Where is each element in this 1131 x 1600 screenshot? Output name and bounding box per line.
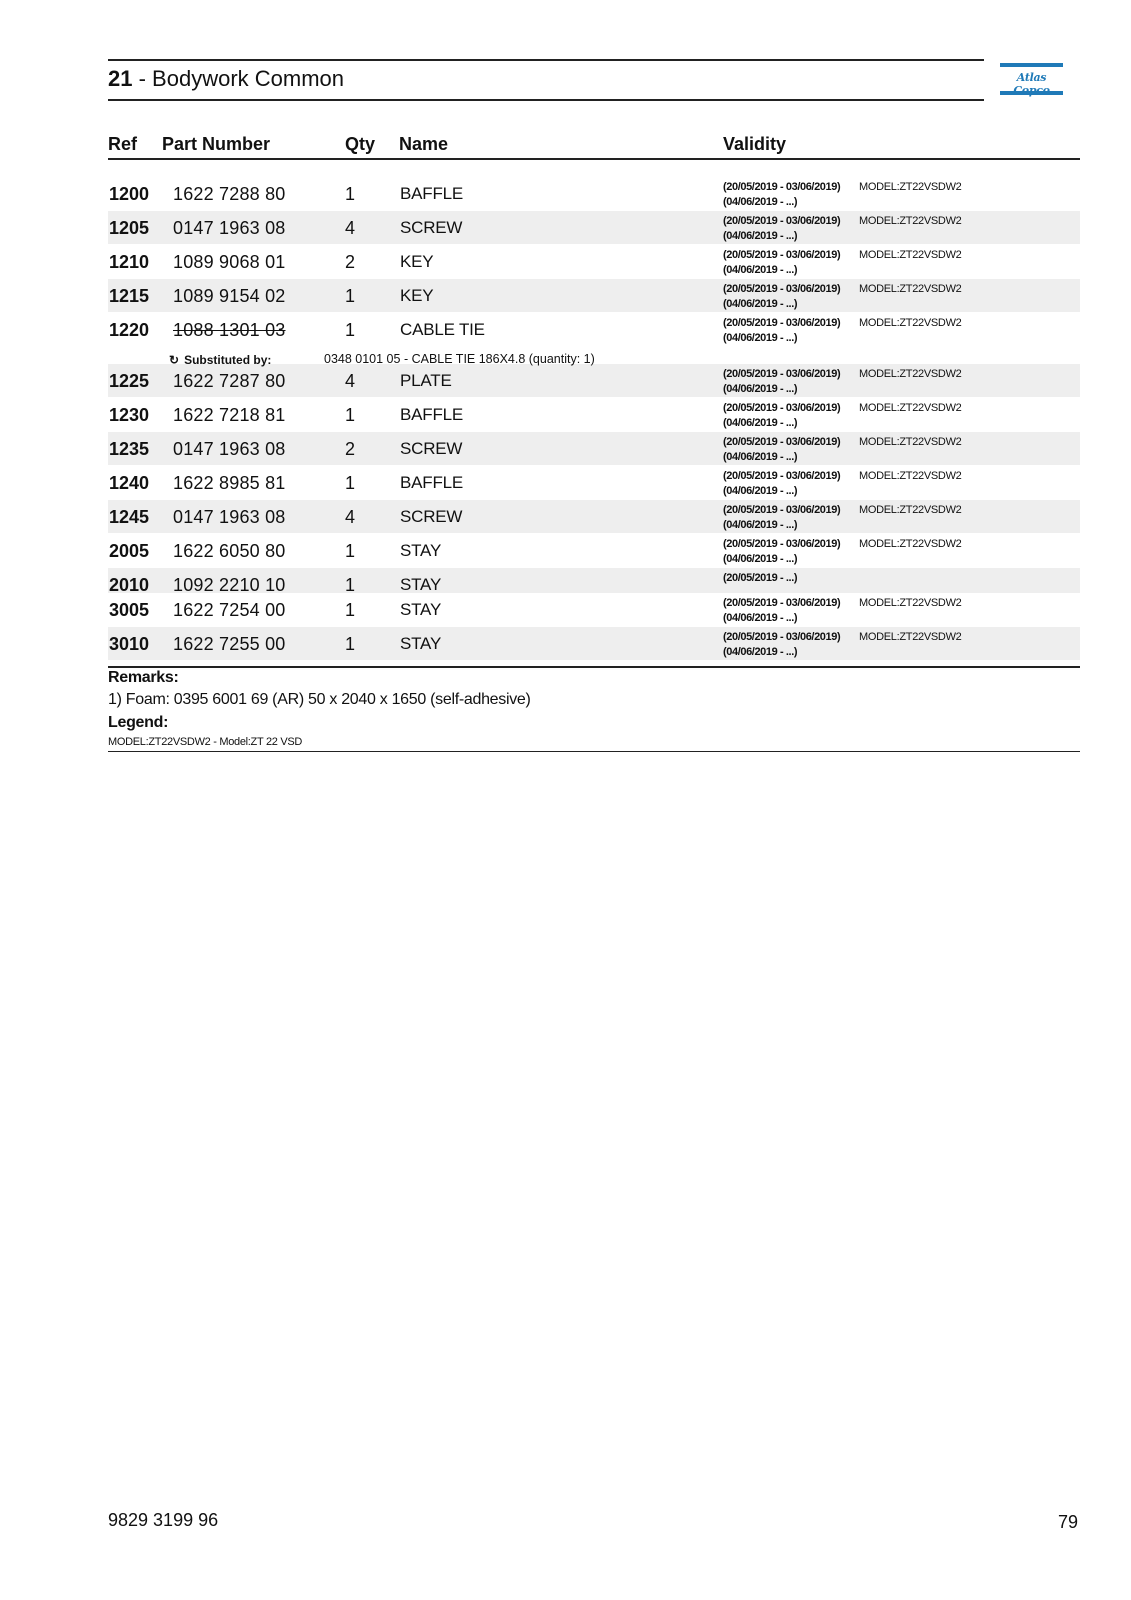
refresh-icon: ↻	[169, 353, 180, 367]
table-row	[108, 398, 1080, 431]
row-qty: 1	[345, 184, 356, 204]
row-validity-model: MODEL:ZT22VSDW2	[859, 597, 962, 609]
remarks-heading: Remarks:	[108, 669, 179, 686]
column-header-part-number: Part Number	[162, 134, 271, 154]
row-qty: 1	[345, 600, 356, 620]
row-qty: 4	[345, 507, 356, 527]
row-validity-range: (20/05/2019 - 03/06/2019)	[723, 402, 841, 414]
page-title	[108, 64, 344, 94]
table-row	[108, 432, 1080, 465]
row-part-number: 1092 2210 10	[173, 575, 286, 595]
legend-rule	[108, 751, 1080, 752]
table-row	[108, 466, 1080, 499]
row-validity-range: (20/05/2019 - ...)	[723, 572, 798, 584]
table-bottom-rule	[108, 666, 1080, 668]
row-validity-from: (04/06/2019 - ...)	[723, 230, 798, 242]
row-validity-from: (04/06/2019 - ...)	[723, 383, 798, 395]
row-name: STAY	[400, 634, 442, 653]
row-ref: 2010	[109, 575, 150, 595]
row-validity-model: MODEL:ZT22VSDW2	[859, 181, 962, 193]
logo-bar-top	[1000, 63, 1063, 67]
row-ref: 1225	[109, 371, 150, 391]
row-part-number: 1622 6050 80	[173, 541, 286, 561]
row-name: BAFFLE	[400, 184, 464, 203]
row-validity-model: MODEL:ZT22VSDW2	[859, 402, 962, 414]
row-ref: 1235	[109, 439, 150, 459]
row-qty: 4	[345, 218, 356, 238]
row-validity-model: MODEL:ZT22VSDW2	[859, 470, 962, 482]
row-validity-from: (04/06/2019 - ...)	[723, 417, 798, 429]
row-validity-model: MODEL:ZT22VSDW2	[859, 249, 962, 261]
row-qty: 4	[345, 371, 356, 391]
row-ref: 3005	[109, 600, 150, 620]
substitution-value: 0348 0101 05 - CABLE TIE 186X4.8 (quantity: 1)	[324, 352, 595, 366]
row-qty: 1	[345, 286, 356, 306]
row-validity-model: MODEL:ZT22VSDW2	[859, 631, 962, 643]
row-part-number: 1622 7218 81	[173, 405, 286, 425]
remarks-text: 1) Foam: 0395 6001 69 (AR) 50 x 2040 x 1650 (self-adhesive)	[108, 691, 531, 708]
atlas-copco-logo	[1000, 63, 1063, 95]
row-part-number: 1622 7255 00	[173, 634, 286, 654]
table-row	[108, 568, 1080, 593]
row-validity-from: (04/06/2019 - ...)	[723, 196, 798, 208]
row-part-number: 1088 1301 03	[173, 320, 286, 340]
section-separator: -	[132, 66, 153, 91]
header-rule-bottom	[108, 99, 984, 101]
logo-bar-bottom	[1000, 91, 1063, 95]
row-validity-from: (04/06/2019 - ...)	[723, 519, 798, 531]
row-qty: 1	[345, 575, 356, 595]
row-ref: 1210	[109, 252, 150, 272]
row-validity-from: (04/06/2019 - ...)	[723, 646, 798, 658]
row-name: BAFFLE	[400, 473, 464, 492]
row-name: KEY	[400, 286, 434, 305]
row-part-number: 1089 9068 01	[173, 252, 286, 272]
row-ref: 3010	[109, 634, 150, 654]
row-part-number: 0147 1963 08	[173, 507, 286, 527]
logo-text: Atlas	[1016, 71, 1047, 84]
table-row	[108, 211, 1080, 244]
row-validity-range: (20/05/2019 - 03/06/2019)	[723, 249, 841, 261]
row-validity-range: (20/05/2019 - 03/06/2019)	[723, 181, 841, 193]
row-part-number: 1089 9154 02	[173, 286, 286, 306]
substitution-row	[108, 351, 1080, 369]
row-ref: 1205	[109, 218, 150, 238]
row-qty: 2	[345, 439, 356, 459]
row-validity-range: (20/05/2019 - 03/06/2019)	[723, 368, 841, 380]
row-part-number: 1622 7287 80	[173, 371, 286, 391]
row-ref: 1200	[109, 184, 150, 204]
row-part-number: 1622 7254 00	[173, 600, 286, 620]
column-header-ref: Ref	[108, 134, 138, 154]
row-qty: 2	[345, 252, 356, 272]
row-name: STAY	[400, 575, 442, 594]
row-name: SCREW	[400, 218, 463, 237]
row-validity-from: (04/06/2019 - ...)	[723, 612, 798, 624]
row-validity-model: MODEL:ZT22VSDW2	[859, 283, 962, 295]
table-row	[108, 627, 1080, 660]
substituted-by-text: Substituted by:	[184, 353, 272, 367]
row-ref: 2005	[109, 541, 150, 561]
row-name: STAY	[400, 600, 442, 619]
page-number: 79	[1058, 1512, 1079, 1532]
row-validity-model: MODEL:ZT22VSDW2	[859, 215, 962, 227]
row-validity-model: MODEL:ZT22VSDW2	[859, 504, 962, 516]
row-validity-range: (20/05/2019 - 03/06/2019)	[723, 215, 841, 227]
legend-heading: Legend:	[108, 714, 169, 731]
row-validity-model: MODEL:ZT22VSDW2	[859, 436, 962, 448]
row-ref: 1240	[109, 473, 150, 493]
row-validity-range: (20/05/2019 - 03/06/2019)	[723, 538, 841, 550]
header-rule-top	[108, 59, 984, 61]
row-name: KEY	[400, 252, 434, 271]
legend-text: MODEL:ZT22VSDW2 - Model:ZT 22 VSD	[108, 736, 303, 748]
row-part-number: 0147 1963 08	[173, 439, 286, 459]
row-part-number: 0147 1963 08	[173, 218, 286, 238]
row-validity-range: (20/05/2019 - 03/06/2019)	[723, 470, 841, 482]
row-validity-model: MODEL:ZT22VSDW2	[859, 317, 962, 329]
row-name: PLATE	[400, 371, 452, 390]
table-row	[108, 245, 1080, 278]
row-validity-range: (20/05/2019 - 03/06/2019)	[723, 597, 841, 609]
row-validity-from: (04/06/2019 - ...)	[723, 553, 798, 565]
row-qty: 1	[345, 634, 356, 654]
row-name: SCREW	[400, 439, 463, 458]
table-row	[108, 500, 1080, 533]
row-validity-range: (20/05/2019 - 03/06/2019)	[723, 504, 841, 516]
row-validity-from: (04/06/2019 - ...)	[723, 332, 798, 344]
section-number: 21	[108, 66, 133, 91]
table-row	[108, 593, 1080, 626]
row-ref: 1245	[109, 507, 150, 527]
row-validity-range: (20/05/2019 - 03/06/2019)	[723, 631, 841, 643]
row-validity-model: MODEL:ZT22VSDW2	[859, 538, 962, 550]
row-part-number: 1622 8985 81	[173, 473, 286, 493]
row-qty: 1	[345, 405, 356, 425]
substituted-by-label	[169, 353, 271, 367]
row-name: CABLE TIE	[400, 320, 485, 339]
column-header-name: Name	[399, 134, 449, 154]
row-validity-from: (04/06/2019 - ...)	[723, 451, 798, 463]
column-header-rule	[108, 158, 1080, 160]
column-header-qty: Qty	[345, 134, 376, 154]
table-row	[108, 313, 1080, 346]
row-ref: 1220	[109, 320, 150, 340]
row-ref: 1230	[109, 405, 150, 425]
table-row	[108, 177, 1080, 210]
row-name: BAFFLE	[400, 405, 464, 424]
table-row	[108, 534, 1080, 567]
document-number: 9829 3199 96	[108, 1510, 219, 1530]
table-row	[108, 279, 1080, 312]
row-qty: 1	[345, 473, 356, 493]
row-validity-model: MODEL:ZT22VSDW2	[859, 368, 962, 380]
row-validity-from: (04/06/2019 - ...)	[723, 485, 798, 497]
row-validity-range: (20/05/2019 - 03/06/2019)	[723, 436, 841, 448]
row-validity-range: (20/05/2019 - 03/06/2019)	[723, 317, 841, 329]
section-name: Bodywork Common	[152, 66, 344, 91]
row-validity-from: (04/06/2019 - ...)	[723, 264, 798, 276]
row-validity-from: (04/06/2019 - ...)	[723, 298, 798, 310]
row-ref: 1215	[109, 286, 150, 306]
row-part-number: 1622 7288 80	[173, 184, 286, 204]
row-name: SCREW	[400, 507, 463, 526]
row-qty: 1	[345, 541, 356, 561]
row-qty: 1	[345, 320, 356, 340]
column-header-validity: Validity	[723, 134, 787, 154]
row-name: STAY	[400, 541, 442, 560]
row-validity-range: (20/05/2019 - 03/06/2019)	[723, 283, 841, 295]
